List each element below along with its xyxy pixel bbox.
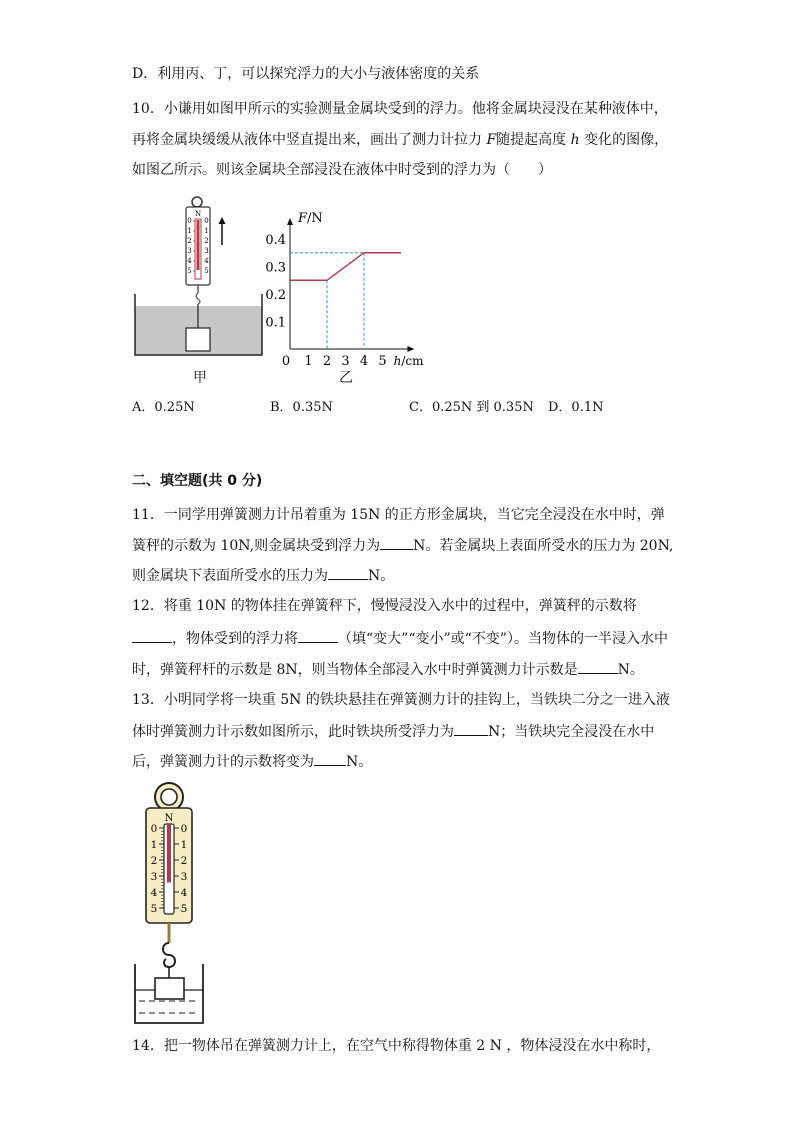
q10-line-2-a: 再将金属块缓缓从液体中竖直提出来，画出了测力计拉力 — [132, 132, 487, 148]
scale-large-tick-label-left-1: 1 — [150, 839, 158, 851]
scale-large-tick-label-left-5: 5 — [150, 903, 158, 915]
q11-line-1: 11．一同学用弹簧测力计吊着重为 15N 的正方形金属块，当它完全浸没在水中时，弹 — [132, 507, 665, 523]
q12-line-3-a: 时，弹簧秤杆的示数是 8N，则当物体全部浸入水中时弹簧测力计示数是 — [132, 662, 578, 678]
q12-line-2 — [132, 628, 668, 649]
q11-line-3 — [132, 565, 394, 586]
section-2-title: 二、填空题(共 0 分) — [132, 473, 263, 489]
y-axis-arrow-icon — [287, 218, 293, 225]
q9-option-d: D．利用丙、丁，可以探究浮力的大小与液体密度的关系 — [132, 66, 480, 82]
x-axis-arrow-icon — [407, 346, 414, 352]
scale-tick-label-left-4: 4 — [187, 257, 192, 265]
q10-option-d[interactable]: D．0.1N — [548, 400, 604, 415]
q10-var-F: F — [486, 132, 497, 148]
scale-spring-indicator-large — [167, 824, 171, 882]
q13-line-3-a: 后，弹簧测力计的示数将变为 — [132, 754, 314, 770]
q10-option-b[interactable]: B．0.35N — [270, 400, 333, 415]
scale-unit-large: N — [164, 813, 174, 824]
scale-tick-label-right-3: 3 — [204, 247, 209, 255]
q10-line-3: 如图乙所示。则该金属块全部浸没在液体中时受到的浮力为（ ） — [132, 162, 552, 178]
figure-b-force-height-graph — [265, 208, 438, 369]
q13-line-3 — [132, 751, 372, 772]
x-tick-label: 1 — [304, 354, 313, 369]
figure-a-caption: 甲 — [193, 370, 207, 386]
y-axis-label: F/N — [298, 211, 323, 226]
scale-tick-label-left-3: 3 — [187, 247, 192, 255]
scale-tick-label-right-5: 5 — [204, 267, 209, 275]
q10-line-2-b: 随提起高度 — [496, 132, 571, 148]
q12-line-3 — [132, 659, 644, 680]
scale-large-tick-label-right-5: 5 — [180, 903, 188, 915]
scale-large-tick-label-left-0: 0 — [150, 823, 158, 835]
scale-large-tick-label-right-2: 2 — [180, 855, 188, 867]
scale-tick-label-right-0: 0 — [204, 217, 209, 225]
y-tick-label: 0.1 — [265, 315, 286, 331]
scale-large-tick-label-left-3: 3 — [150, 871, 158, 883]
scale-tick-label-left-1: 1 — [187, 227, 192, 235]
scale-tick-label-left-0: 0 — [187, 217, 192, 225]
x-tick-label: 2 — [322, 354, 332, 369]
q11-line-3-a: 则金属块下表面所受水的压力为 — [132, 568, 328, 584]
scale-large-tick-label-left-2: 2 — [150, 855, 158, 867]
q13-line-1: 13．小明同学将一块重 5N 的铁块悬挂在弹簧测力计的挂钩上，当铁块二分之一进入液 — [132, 692, 670, 708]
y-tick-label: 0.4 — [265, 233, 286, 248]
scale-unit: N — [194, 210, 202, 218]
scale-spring-indicator — [197, 220, 200, 270]
scale-large-tick-label-right-4: 4 — [180, 887, 188, 899]
q10-option-a[interactable]: A．0.25N — [132, 400, 195, 415]
q13-line-3-b: N。 — [346, 754, 373, 770]
q10-line-2 — [132, 130, 668, 150]
scale-tick-label-right-2: 2 — [204, 237, 209, 245]
q11-line-2-b: N。若金属块上表面所受水的压力为 20N, — [413, 538, 674, 554]
q12-line-2-b: （填“变大”“变小”或“不变”）。当物体的一半浸入水中 — [338, 631, 668, 647]
scale-large-tick-label-left-4: 4 — [150, 887, 158, 899]
q13-line-2 — [132, 721, 654, 742]
q14-line-1: 14．把一物体吊在弹簧测力计上，在空气中称得物体重 2 N ，物体浸没在水中称时， — [132, 1038, 661, 1054]
metal-block — [186, 328, 210, 351]
q12-line-3-b: N。 — [617, 662, 644, 678]
figure-b-caption: 乙 — [339, 370, 353, 386]
figure-a-spring-scale-in-liquid — [130, 193, 270, 363]
q11-blank-1[interactable] — [380, 535, 413, 550]
q11-line-3-b: N。 — [368, 568, 395, 584]
y-tick-label: 0.2 — [265, 288, 286, 303]
q12-blank-3[interactable] — [578, 659, 618, 674]
q13-blank-2[interactable] — [314, 751, 346, 766]
iron-block — [155, 978, 184, 999]
scale-tick-label-right-4: 4 — [204, 257, 209, 265]
scale-large-tick-label-right-0: 0 — [180, 823, 188, 835]
q12-blank-1[interactable] — [132, 628, 172, 643]
q11-blank-2[interactable] — [328, 565, 368, 580]
scale-ring-inner — [161, 789, 177, 805]
x-tick-label: 5 — [378, 354, 387, 369]
scale-tick-label-right-1: 1 — [204, 227, 209, 235]
q13-blank-1[interactable] — [454, 721, 488, 736]
hook-icon — [163, 943, 175, 967]
q12-line-2-a: ，物体受到的浮力将 — [172, 631, 298, 647]
x-tick-label: 0 — [281, 354, 291, 369]
series-line-0 — [290, 253, 401, 281]
scale-large-tick-label-right-1: 1 — [180, 839, 188, 851]
x-axis-label: h/cm — [393, 354, 424, 368]
q10-option-c[interactable]: C．0.25N 到 0.35N — [409, 400, 534, 415]
q10-line-1: 10．小谦用如图甲所示的实验测量金属块受到的浮力。他将金属块浸没在某种液体中， — [132, 101, 668, 117]
hook-icon — [196, 293, 200, 304]
q11-line-2 — [132, 535, 673, 556]
figure-spring-scale-with-iron-block — [125, 778, 240, 1033]
q12-line-1: 12．将重 10N 的物体挂在弹簧秤下，慢慢浸没入水中的过程中，弹簧秤的示数将 — [132, 598, 637, 614]
scale-large-tick-label-right-3: 3 — [180, 871, 188, 883]
q10-var-h: h — [570, 132, 580, 148]
q10-line-2-c: 变化的图像， — [579, 132, 669, 148]
up-arrow-icon — [219, 217, 226, 224]
q13-line-2-a: 体时弹簧测力计示数如图所示，此时铁块所受浮力为 — [132, 724, 454, 740]
q13-line-2-b: N；当铁块完全浸没在水中 — [488, 724, 655, 740]
q11-line-2-a: 簧秤的示数为 10N,则金属块受到浮力为 — [132, 538, 381, 554]
scale-tick-label-left-2: 2 — [187, 237, 192, 245]
q12-blank-2[interactable] — [298, 628, 338, 643]
x-tick-label: 3 — [341, 354, 350, 369]
y-tick-label: 0.3 — [265, 260, 286, 276]
scale-tick-label-left-5: 5 — [187, 267, 192, 275]
x-tick-label: 4 — [359, 354, 369, 369]
chart-plot — [265, 211, 424, 369]
scale-ring — [192, 197, 202, 207]
